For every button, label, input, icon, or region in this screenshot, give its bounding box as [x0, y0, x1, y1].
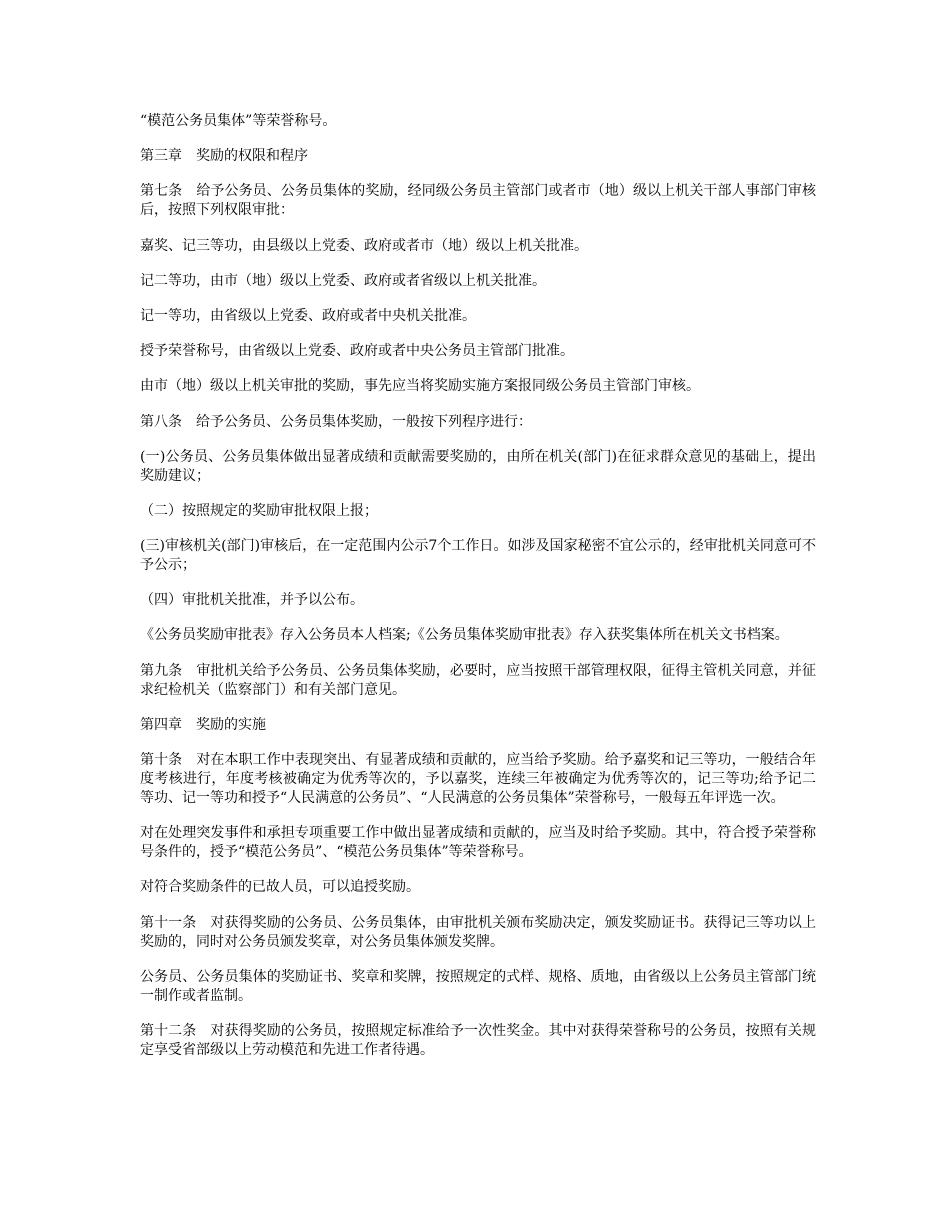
paragraph: (一)公务员、公务员集体做出显著成绩和贡献需要奖励的，由所在机关(部门)在征求群众意见的基础上，提出奖励建议； [140, 448, 816, 484]
paragraph: 对在处理突发事件和承担专项重要工作中做出显著成绩和贡献的，应当及时给予奖励。其中，符合授予荣誉称号条件的，授予“模范公务员”、“模范公务员集体”等荣誉称号。 [140, 825, 816, 861]
chapter-heading: 第四章 奖励的实施 [140, 716, 266, 733]
paragraph: 记一等功，由省级以上党委、政府或者中央机关批准。 [140, 307, 476, 324]
article-paragraph: 第九条 审批机关给予公务员、公务员集体奖励，必要时，应当按照干部管理权限，征得主管机关同意，并征求纪检机关（监察部门）和有关部门意见。 [140, 662, 816, 698]
paragraph: 由市（地）级以上机关审批的奖励，事先应当将奖励实施方案报同级公务员主管部门审核。 [140, 378, 700, 395]
paragraph: 公务员、公务员集体的奖励证书、奖章和奖牌，按照规定的式样、规格、质地，由省级以上公务员主管部门统一制作或者监制。 [140, 968, 816, 1004]
paragraph: （二）按照规定的奖励审批权限上报； [140, 502, 378, 519]
paragraph: 对符合奖励条件的已故人员，可以追授奖励。 [140, 879, 420, 896]
chapter-heading: 第三章 奖励的权限和程序 [140, 148, 308, 165]
paragraph: 记二等功，由市（地）级以上党委、政府或者省级以上机关批准。 [140, 272, 546, 289]
paragraph: 《公务员奖励审批表》存入公务员本人档案;《公务员集体奖励审批表》存入获奖集体所在机关文书档案。 [140, 627, 789, 644]
article-paragraph: 第十二条 对获得奖励的公务员，按照规定标准给予一次性奖金。其中对获得荣誉称号的公务员，按照有关规定享受省部级以上劳动模范和先进工作者待遇。 [140, 1022, 816, 1058]
paragraph: (三)审核机关(部门)审核后，在一定范围内公示7个工作日。如涉及国家秘密不宜公示的，经审批机关同意可不予公示； [140, 538, 816, 574]
document-body [140, 112, 816, 1076]
paragraph: 嘉奖、记三等功，由县级以上党委、政府或者市（地）级以上机关批准。 [140, 237, 588, 254]
paragraph: 授予荣誉称号，由省级以上党委、政府或者中央公务员主管部门批准。 [140, 343, 574, 360]
article-paragraph: 第十条 对在本职工作中表现突出、有显著成绩和贡献的，应当给予奖励。给予嘉奖和记三等功，一般结合年度考核进行，年度考核被确定为优秀等次的，予以嘉奖，连续三年被确定为优秀等次的，记三等功;给予记二等功、记一等功和授予“人民满意的公务员”、“人民满意的公务员集体”荣誉称号，一般每五年评选一次。 [140, 752, 816, 806]
article-paragraph: 第七条 给予公务员、公务员集体的奖励，经同级公务员主管部门或者市（地）级以上机关干部人事部门审核后，按照下列权限审批： [140, 183, 816, 219]
paragraph: （四）审批机关批准，并予以公布。 [140, 592, 364, 609]
article-paragraph: 第十一条 对获得奖励的公务员、公务员集体，由审批机关颁布奖励决定，颁发奖励证书。获得记三等功以上奖励的，同时对公务员颁发奖章，对公务员集体颁发奖牌。 [140, 914, 816, 950]
paragraph: “模范公务员集体”等荣誉称号。 [140, 113, 337, 129]
article-paragraph: 第八条 给予公务员、公务员集体奖励，一般按下列程序进行： [140, 413, 532, 430]
